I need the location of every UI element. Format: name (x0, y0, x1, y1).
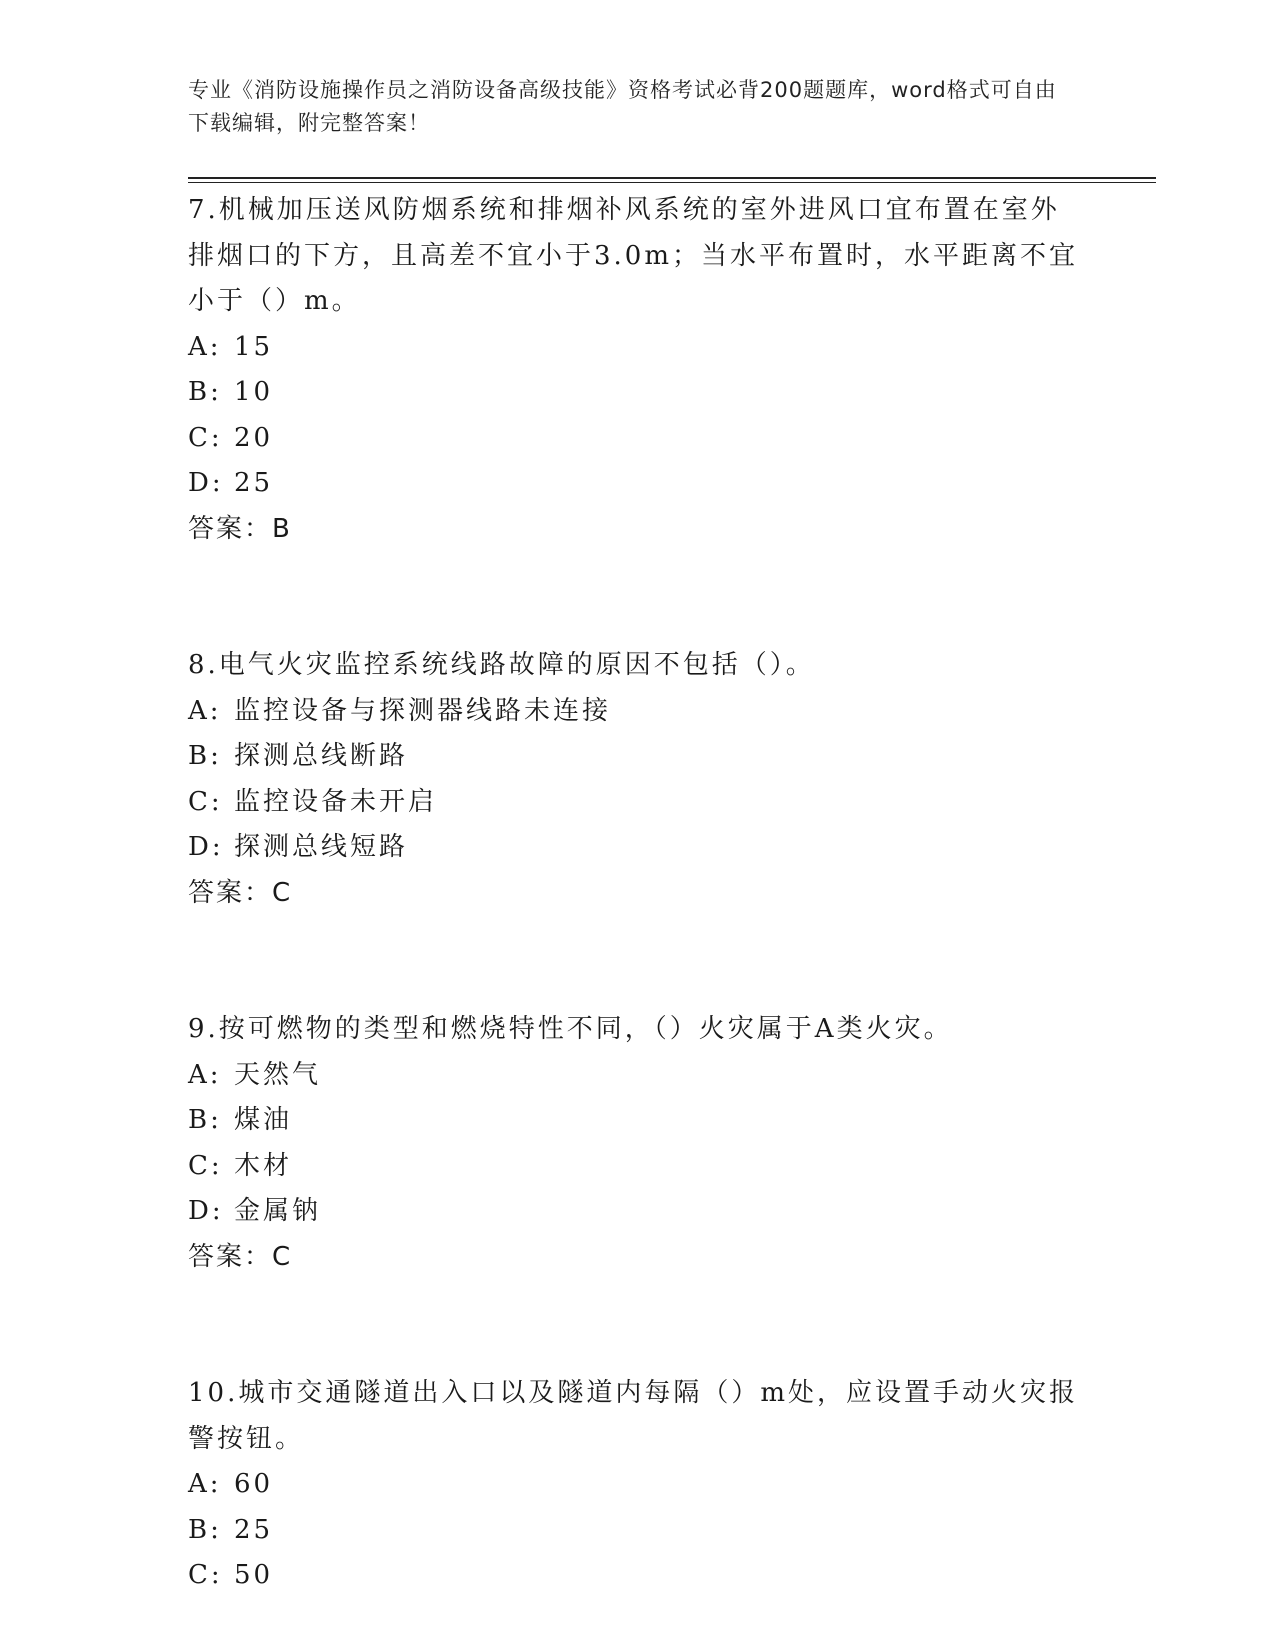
option-b (188, 1508, 1078, 1554)
question-text: 8.电气火灾监控系统线路故障的原因不包括（）。 (188, 650, 815, 680)
option-text: 60 (234, 1469, 274, 1499)
question-list (188, 188, 1078, 1599)
question-text: 7.机械加压送风防烟系统和排烟补风系统的室外进风口宜布置在室外排烟口的下方，且高差不宜小于3.0m；当水平布置时，水平距离不宜小于（）m。 (188, 195, 1079, 316)
option-d (188, 1189, 1078, 1235)
option-letter: C: (188, 1150, 223, 1181)
option-a (188, 325, 1078, 371)
option-c (188, 1144, 1078, 1190)
question-gap (188, 916, 1078, 1007)
option-letter: A: (188, 695, 222, 726)
option-text: 监控设备未开启 (234, 786, 438, 817)
question-7 (188, 188, 1078, 552)
option-letter: D: (188, 468, 224, 498)
header-rule-thick (188, 177, 1156, 179)
option-text: 探测总线断路 (234, 741, 409, 771)
option-letter: B: (188, 1514, 222, 1545)
option-text: 天然气 (234, 1059, 322, 1090)
option-c (188, 780, 1078, 826)
option-text: 25 (234, 1514, 274, 1545)
option-c (188, 1553, 1078, 1599)
option-a (188, 1053, 1078, 1099)
question-8 (188, 643, 1078, 916)
option-text: 50 (234, 1560, 274, 1590)
option-text: 25 (234, 468, 274, 498)
option-letter: D: (188, 832, 224, 862)
option-letter: D: (188, 1196, 224, 1226)
option-a (188, 1462, 1078, 1508)
question-10 (188, 1371, 1078, 1599)
option-letter: C: (188, 422, 223, 453)
option-text: 10 (234, 377, 274, 407)
option-text: 15 (234, 331, 274, 362)
question-gap (188, 552, 1078, 643)
option-text: 煤油 (234, 1105, 293, 1135)
answer-line: 答案：C (188, 1241, 293, 1272)
option-letter: A: (188, 1469, 222, 1499)
answer-line: 答案：B (188, 513, 292, 544)
option-letter: A: (188, 331, 222, 362)
option-text: 20 (234, 422, 274, 453)
question-text: 10.城市交通隧道出入口以及隧道内每隔（）m处，应设置手动火灾报警按钮。 (188, 1378, 1079, 1454)
option-letter: B: (188, 377, 222, 407)
question-9 (188, 1007, 1078, 1280)
answer-line: 答案：C (188, 877, 293, 908)
document-header (188, 74, 1068, 140)
option-text: 探测总线短路 (234, 832, 409, 862)
option-b (188, 734, 1078, 780)
option-letter: A: (188, 1059, 222, 1090)
option-d (188, 461, 1078, 507)
header-rule-thin (188, 182, 1156, 183)
option-letter: C: (188, 786, 223, 817)
header-text: 专业《消防设施操作员之消防设备高级技能》资格考试必背200题题库，word格式可自由下载编辑，附完整答案！ (188, 78, 1057, 135)
option-letter: B: (188, 741, 222, 771)
question-gap (188, 1280, 1078, 1371)
option-d (188, 825, 1078, 871)
option-c (188, 416, 1078, 462)
option-letter: C: (188, 1560, 223, 1590)
option-text: 木材 (234, 1150, 293, 1181)
option-b (188, 1098, 1078, 1144)
option-a (188, 689, 1078, 735)
question-text: 9.按可燃物的类型和燃烧特性不同，（）火灾属于A类火灾。 (188, 1014, 953, 1044)
option-b (188, 370, 1078, 416)
option-letter: B: (188, 1105, 222, 1135)
option-text: 金属钠 (234, 1196, 322, 1226)
option-text: 监控设备与探测器线路未连接 (234, 695, 612, 726)
